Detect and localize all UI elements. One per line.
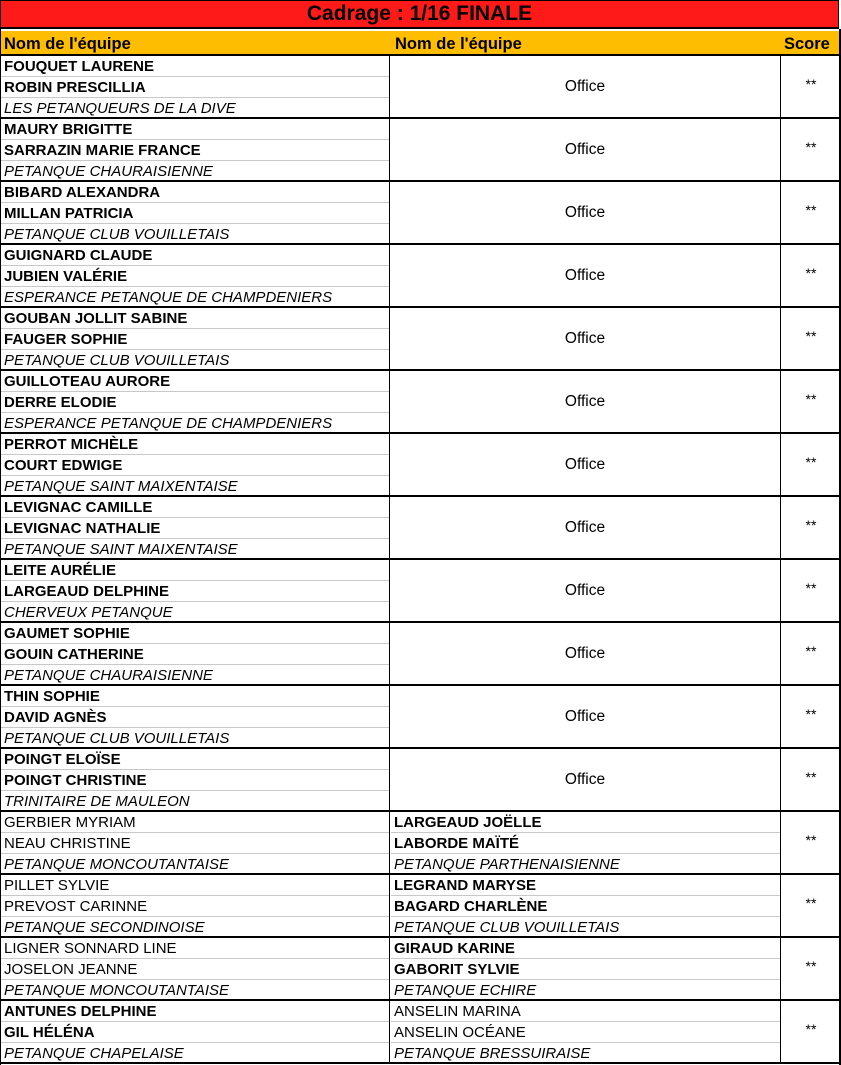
match-row <box>0 245 841 308</box>
player-name: LIGNER SONNARD LINE <box>4 940 177 957</box>
player-name: DERRE ELODIE <box>4 394 117 411</box>
player-name: LARGEAUD DELPHINE <box>4 583 170 600</box>
header-team2: Nom de l'équipe <box>395 35 522 53</box>
club-name: PETANQUE CLUB VOUILLETAIS <box>4 352 230 369</box>
score-cell: ** <box>805 454 817 470</box>
match-row <box>0 1001 841 1064</box>
office-label: Office <box>564 645 606 662</box>
player-name: ROBIN PRESCILLIA <box>4 79 146 96</box>
club-name: PETANQUE ECHIRE <box>394 982 537 999</box>
player-name: PERROT MICHÈLE <box>4 436 139 453</box>
player-name: COURT EDWIGE <box>4 457 123 474</box>
player-name: LEVIGNAC NATHALIE <box>4 520 161 537</box>
player-name: LEVIGNAC CAMILLE <box>4 499 153 516</box>
player-name: GABORIT SYLVIE <box>394 961 520 978</box>
header-team1: Nom de l'équipe <box>4 35 131 53</box>
player-name: GOUBAN JOLLIT SABINE <box>4 310 188 327</box>
match-row <box>0 623 841 686</box>
player-name: GAUMET SOPHIE <box>4 625 130 642</box>
club-name: LES PETANQUEURS DE LA DIVE <box>4 100 236 117</box>
player-name: PILLET SYLVIE <box>4 877 110 894</box>
player-name: LEITE AURÉLIE <box>4 562 116 579</box>
player-name: ANSELIN MARINA <box>394 1003 521 1020</box>
score-cell: ** <box>805 706 817 722</box>
score-cell: ** <box>805 76 817 92</box>
office-label: Office <box>564 771 606 788</box>
match-row <box>0 875 841 938</box>
player-name: MAURY BRIGITTE <box>4 121 133 138</box>
match-row <box>0 938 841 1001</box>
score-cell: ** <box>805 328 817 344</box>
score-cell: ** <box>805 643 817 659</box>
player-name: GERBIER MYRIAM <box>4 814 136 831</box>
player-name: GUILLOTEAU AURORE <box>4 373 171 390</box>
match-row <box>0 560 841 623</box>
score-cell: ** <box>805 517 817 533</box>
club-name: PETANQUE CLUB VOUILLETAIS <box>4 226 230 243</box>
office-label: Office <box>564 519 606 536</box>
club-name: PETANQUE MONCOUTANTAISE <box>4 982 230 999</box>
player-name: SARRAZIN MARIE FRANCE <box>4 142 201 159</box>
match-row <box>0 119 841 182</box>
office-label: Office <box>564 582 606 599</box>
office-label: Office <box>564 456 606 473</box>
club-name: PETANQUE SAINT MAIXENTAISE <box>4 541 238 558</box>
score-cell: ** <box>805 895 817 911</box>
office-label: Office <box>564 330 606 347</box>
club-name: ESPERANCE PETANQUE DE CHAMPDENIERS <box>4 289 333 306</box>
club-name: PETANQUE SAINT MAIXENTAISE <box>4 478 238 495</box>
match-row <box>0 497 841 560</box>
score-cell: ** <box>805 769 817 785</box>
match-row <box>0 812 841 875</box>
office-label: Office <box>564 267 606 284</box>
match-row <box>0 749 841 812</box>
office-label: Office <box>564 78 606 95</box>
player-name: MILLAN PATRICIA <box>4 205 134 222</box>
player-name: BAGARD CHARLÈNE <box>394 898 548 915</box>
office-label: Office <box>564 708 606 725</box>
player-name: NEAU CHRISTINE <box>4 835 131 852</box>
player-name: FOUQUET LAURENE <box>4 58 154 75</box>
score-cell: ** <box>805 832 817 848</box>
player-name: LABORDE MAÏTÉ <box>394 835 519 852</box>
player-name: BIBARD ALEXANDRA <box>4 184 161 201</box>
club-name: PETANQUE BRESSUIRAISE <box>394 1045 591 1062</box>
score-cell: ** <box>805 958 817 974</box>
player-name: ANSELIN OCÉANE <box>394 1024 526 1041</box>
score-cell: ** <box>805 391 817 407</box>
player-name: DAVID AGNÈS <box>4 709 107 726</box>
match-row <box>0 56 841 119</box>
header-score: Score <box>784 35 830 53</box>
player-name: POINGT CHRISTINE <box>4 772 147 789</box>
score-cell: ** <box>805 139 817 155</box>
club-name: PETANQUE MONCOUTANTAISE <box>4 856 230 873</box>
club-name: PETANQUE CHAURAISIENNE <box>4 667 213 684</box>
player-name: GOUIN CATHERINE <box>4 646 144 663</box>
club-name: PETANQUE CLUB VOUILLETAIS <box>394 919 620 936</box>
player-name: JUBIEN VALÉRIE <box>4 268 128 285</box>
match-row <box>0 371 841 434</box>
score-cell: ** <box>805 265 817 281</box>
club-name: PETANQUE SECONDINOISE <box>4 919 205 936</box>
match-row <box>0 434 841 497</box>
office-label: Office <box>564 141 606 158</box>
match-row <box>0 686 841 749</box>
club-name: PETANQUE CLUB VOUILLETAIS <box>4 730 230 747</box>
score-cell: ** <box>805 1021 817 1037</box>
player-name: JOSELON JEANNE <box>4 961 138 978</box>
player-name: LARGEAUD JOËLLE <box>394 814 542 831</box>
club-name: PETANQUE CHAURAISIENNE <box>4 163 213 180</box>
club-name: PETANQUE PARTHENAISIENNE <box>394 856 620 873</box>
match-row <box>0 182 841 245</box>
player-name: GIRAUD KARINE <box>394 940 515 957</box>
office-label: Office <box>564 204 606 221</box>
player-name: ANTUNES DELPHINE <box>4 1003 157 1020</box>
column-header-row <box>0 31 841 56</box>
player-name: THIN SOPHIE <box>4 688 100 705</box>
player-name: GIL HÉLÉNA <box>4 1024 95 1041</box>
player-name: FAUGER SOPHIE <box>4 331 128 348</box>
club-name: PETANQUE CHAPELAISE <box>4 1045 184 1062</box>
player-name: LEGRAND MARYSE <box>394 877 536 894</box>
player-name: PREVOST CARINNE <box>4 898 148 915</box>
club-name: TRINITAIRE DE MAULEON <box>4 793 190 810</box>
club-name: CHERVEUX PETANQUE <box>4 604 173 621</box>
score-cell: ** <box>805 580 817 596</box>
page-title: Cadrage : 1/16 FINALE <box>0 0 839 29</box>
player-name: POINGT ELOÏSE <box>4 751 121 768</box>
office-label: Office <box>564 393 606 410</box>
player-name: GUIGNARD CLAUDE <box>4 247 153 264</box>
match-row <box>0 308 841 371</box>
score-cell: ** <box>805 202 817 218</box>
club-name: ESPERANCE PETANQUE DE CHAMPDENIERS <box>4 415 333 432</box>
